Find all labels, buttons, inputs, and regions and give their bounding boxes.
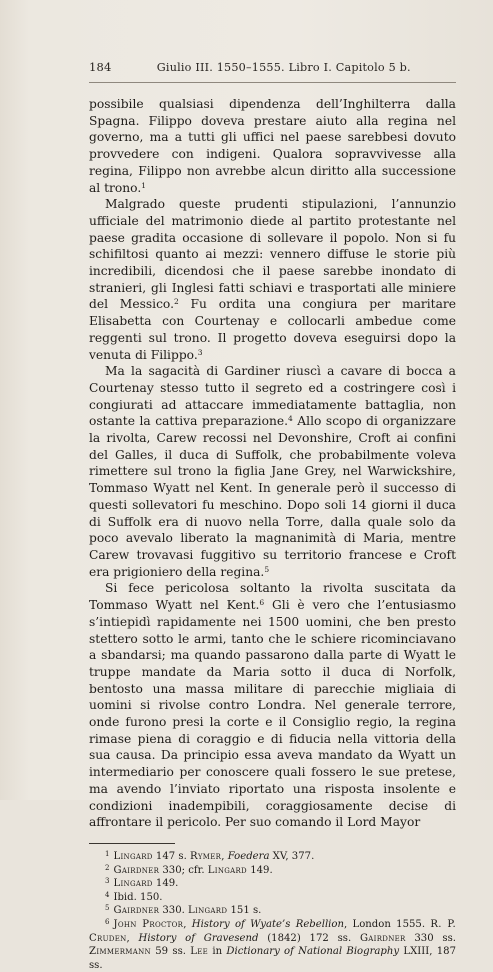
footnote-number: 1 xyxy=(105,849,110,858)
citation-text: XV, 377. xyxy=(269,850,315,862)
footnote-reference: 5 xyxy=(264,564,270,574)
footnote-number: 6 xyxy=(105,917,110,926)
author-name: Gairdner xyxy=(113,905,160,917)
footnote-separator xyxy=(89,843,175,844)
citation-text: 149. xyxy=(152,878,179,890)
text-run: Ma la sagacità di Gardiner riuscì a cavare di bocca a Courtenay stesso tutto il segreto ed a costringere così i congiurati ad attaccare immediatamente battaglia, non ostante la cattiva preparazione. xyxy=(89,364,456,429)
text-run: Si fece pericolosa soltanto la rivolta suscitata da Tommaso Wyatt nel Kent. xyxy=(89,581,456,613)
citation-text: 149. xyxy=(246,864,273,876)
author-name: Lingard xyxy=(113,850,153,862)
citation-text: , London 1555. xyxy=(344,918,431,930)
paragraph xyxy=(89,196,456,363)
citation-text: , xyxy=(183,918,192,930)
citation-text: in xyxy=(208,946,227,958)
author-name: Lingard xyxy=(207,864,247,876)
footnote-number: 2 xyxy=(105,863,110,872)
text-run: Gli è vero che l’entusiasmo s’intiepidì rapidamente nei 1500 uomini, che ben presto stettero sotto le armi, tanto che le schiere ricominciavano a sbandarsi; ma quando passarono dalla parte di Wyatt le truppe mandate da Maria sotto il duca di Norfolk, bentosto una massa militare di parecchie migliaia di uomini si rivolse contro Londra. Nel generale terrore, onde furono presi la corte e il Consiglio regio, la regina rimase piena di coraggio e di fiducia nella vittoria della sua causa. Da principio essa aveva mandato da Wyatt un intermediario per conoscere quali fossero le sue pretese, ma avendo l’inviato riportato una risposta insolente e condizioni inadempibili, coraggiosamente decise di affrontare il pericolo. Per suo comando il Lord Mayor xyxy=(89,598,457,830)
citation-text: 151 s. xyxy=(227,905,262,917)
footnote-reference: 1 xyxy=(141,180,146,190)
work-title: History of Gravesend xyxy=(138,932,259,944)
citation-text: 330 ss. xyxy=(405,932,456,944)
work-title: Foedera xyxy=(227,850,270,862)
citation-text: , xyxy=(126,932,139,944)
citation-text: 59 ss. xyxy=(150,946,191,958)
footnote-number: 4 xyxy=(105,890,110,899)
author-name: Lee xyxy=(190,946,209,958)
main-text xyxy=(89,96,456,831)
paragraph xyxy=(89,96,456,196)
footnote-reference: 2 xyxy=(173,297,179,307)
author-name: John Proctor xyxy=(113,918,184,930)
footnote-reference: 3 xyxy=(197,347,203,357)
footnote-reference: 4 xyxy=(287,414,293,424)
author-name: Rymer xyxy=(189,850,222,862)
footnote xyxy=(89,877,456,891)
citation-text: 147 s. xyxy=(152,850,190,862)
header-rule xyxy=(89,82,456,83)
author-name: Gairdner xyxy=(359,932,406,944)
author-name: Zimmermann xyxy=(89,946,151,958)
citation-text: , xyxy=(221,850,228,862)
page-number: 184 xyxy=(89,60,112,74)
footnotes xyxy=(89,850,456,972)
citation-text: 330. xyxy=(159,905,189,917)
footnote xyxy=(89,918,456,972)
author-name: Lingard xyxy=(113,878,153,890)
author-name: Gairdner xyxy=(113,864,160,876)
author-name: R. P. Cruden xyxy=(89,918,456,944)
footnote-number: 3 xyxy=(105,877,110,886)
citation-text: 330; cfr. xyxy=(159,864,208,876)
citation-text: (1842) 172 ss. xyxy=(258,932,360,944)
footnote xyxy=(89,850,456,864)
footnote xyxy=(89,864,456,878)
text-run: Allo scopo di organizzare la rivolta, Carew recossi nel Devonshire, Croft ai confini del Galles, il duca di Suffolk, che probabilmente voleva rimettere sul trono la figlia Jane Grey, nel Warwickshire, Tommaso Wyatt nel Kent. In generale però il successo di questi sollevatori fu meschino. Dopo soli 14 giorni il duca di Suffolk era di nuovo nella Torre, dalla quale solo da poco avevalo liberato la magnanimità di Maria, mentre Carew trovavasi fuggitivo su territorio francese e Croft era prigioniero della regina. xyxy=(89,414,456,579)
text-run: Malgrado queste prudenti stipulazioni, l’annunzio ufficiale del matrimonio diede al partito protestante nel paese gradita occasione di sollevare il popolo. Non si fu schifiltosi quanto ai mezzi: vennero diffuse le storie più incredibili, dicendosi che il paese sarebbe inondato di stranieri, gli Inglesi fatti schiavi e trasportati alle miniere del Messico. xyxy=(89,197,456,312)
work-title: Dictionary of National Biography xyxy=(226,946,400,958)
work-title: History of Wyate’s Rebellion xyxy=(191,918,344,930)
paragraph xyxy=(89,580,456,831)
page-header xyxy=(89,60,456,78)
citation-text: Ibid. 150. xyxy=(113,891,163,903)
text-run: Fu ordita una congiura per maritare Elisabetta con Courtenay e collocarli ambedue come reggenti sul trono. Il progetto doveva eseguirsi dopo la venuta di Filippo. xyxy=(89,297,456,362)
footnote xyxy=(89,904,456,918)
text-run: possibile qualsiasi dipendenza dell’Inghilterra dalla Spagna. Filippo doveva prestare aiuto alla regina nel governo, ma a tutti gli uffici nel paese sarebbesi dovuto provvedere con indigeni. Qualora sopravvivesse alla regina, Filippo non avrebbe alcun diritto alla successione al trono. xyxy=(89,97,456,195)
running-title: Giulio III. 1550–1555. Libro I. Capitolo 5 b. xyxy=(156,61,411,74)
author-name: Lingard xyxy=(188,905,228,917)
citation-text: LXIII, 187 ss. xyxy=(89,946,456,971)
footnote xyxy=(89,891,456,905)
footnote-reference: 6 xyxy=(259,598,265,608)
paragraph xyxy=(89,363,456,580)
footnote-number: 5 xyxy=(105,904,110,913)
